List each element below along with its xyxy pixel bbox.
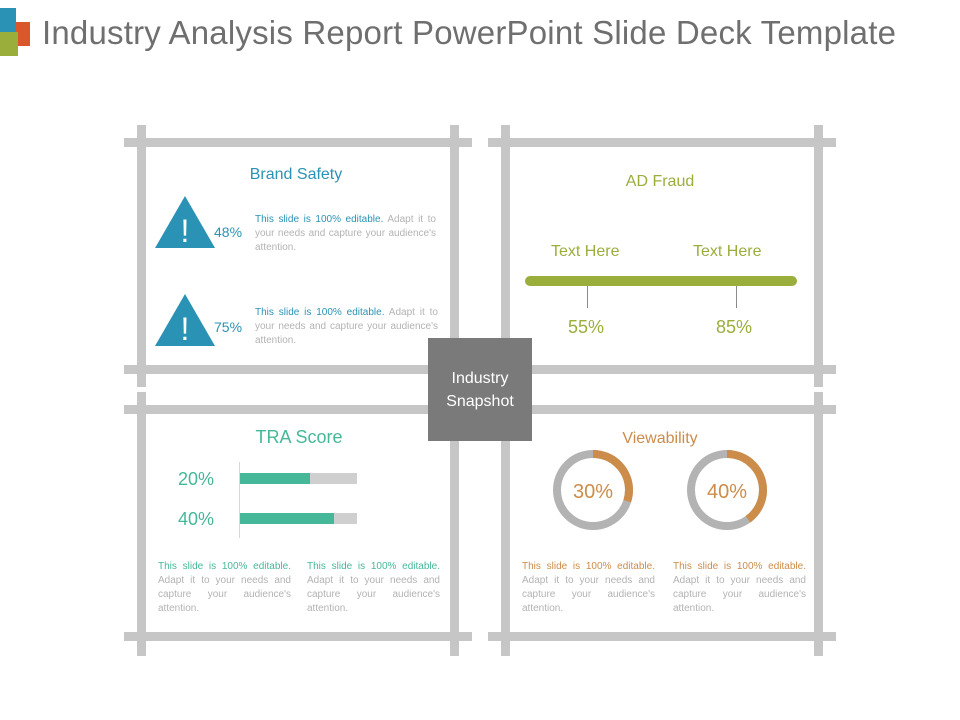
tra-bar-fill [240, 473, 310, 484]
tra-text-1: This slide is 100% editable. Adapt it to your needs and capture your audience's attention. [158, 561, 291, 614]
brand-safety-pct-2: 75% [214, 319, 243, 335]
viewability-text-2: This slide is 100% editable. Adapt it to your needs and capture your audience's attention. [673, 561, 806, 614]
svg-text:!: ! [180, 311, 190, 346]
tra-bar-2 [240, 513, 357, 524]
industry-snapshot-box [428, 338, 532, 441]
warning-icon [155, 196, 215, 248]
tra-bar-label-2: 40% [178, 509, 215, 529]
viewability-value-1: 30% [572, 481, 614, 503]
warning-icon [155, 294, 215, 346]
viewability-text-1: This slide is 100% editable. Adapt it to your needs and capture your audience's attention. [522, 561, 655, 614]
tra-bar-fill [240, 513, 334, 524]
deck-logo-icon [0, 8, 32, 58]
ad-fraud-label-2: Text Here [693, 243, 762, 260]
svg-text:!: ! [180, 213, 190, 248]
tra-bar-1 [240, 473, 357, 484]
ad-fraud-tick-2 [736, 286, 737, 308]
brand-safety-title: Brand Safety [249, 166, 343, 183]
ad-fraud-value-2: 85% [716, 317, 753, 337]
ad-fraud-label-1: Text Here [551, 243, 620, 260]
brand-safety-text-1: This slide is 100% editable. Adapt it to your needs and capture your audience's attention. [255, 214, 436, 253]
viewability-value-2: 40% [706, 481, 748, 503]
ad-fraud-title: AD Fraud [625, 173, 695, 190]
tra-text-2: This slide is 100% editable. Adapt it to your needs and capture your audience's attention. [307, 561, 440, 614]
brand-safety-pct-1: 48% [214, 224, 243, 240]
viewability-title: Viewability [622, 430, 698, 447]
ad-fraud-value-1: 55% [568, 317, 605, 337]
center-line-1: Industry [451, 369, 509, 387]
tra-score-title: TRA Score [255, 427, 343, 447]
ad-fraud-bar [525, 276, 797, 286]
tra-bar-label-1: 20% [178, 469, 215, 489]
slide-title: Industry Analysis Report PowerPoint Slide Deck Template [42, 14, 897, 51]
brand-safety-text-2: This slide is 100% editable. Adapt it to your needs and capture your audience's attention. [255, 307, 438, 346]
center-line-2: Snapshot [446, 392, 514, 410]
ad-fraud-tick-1 [587, 286, 588, 308]
